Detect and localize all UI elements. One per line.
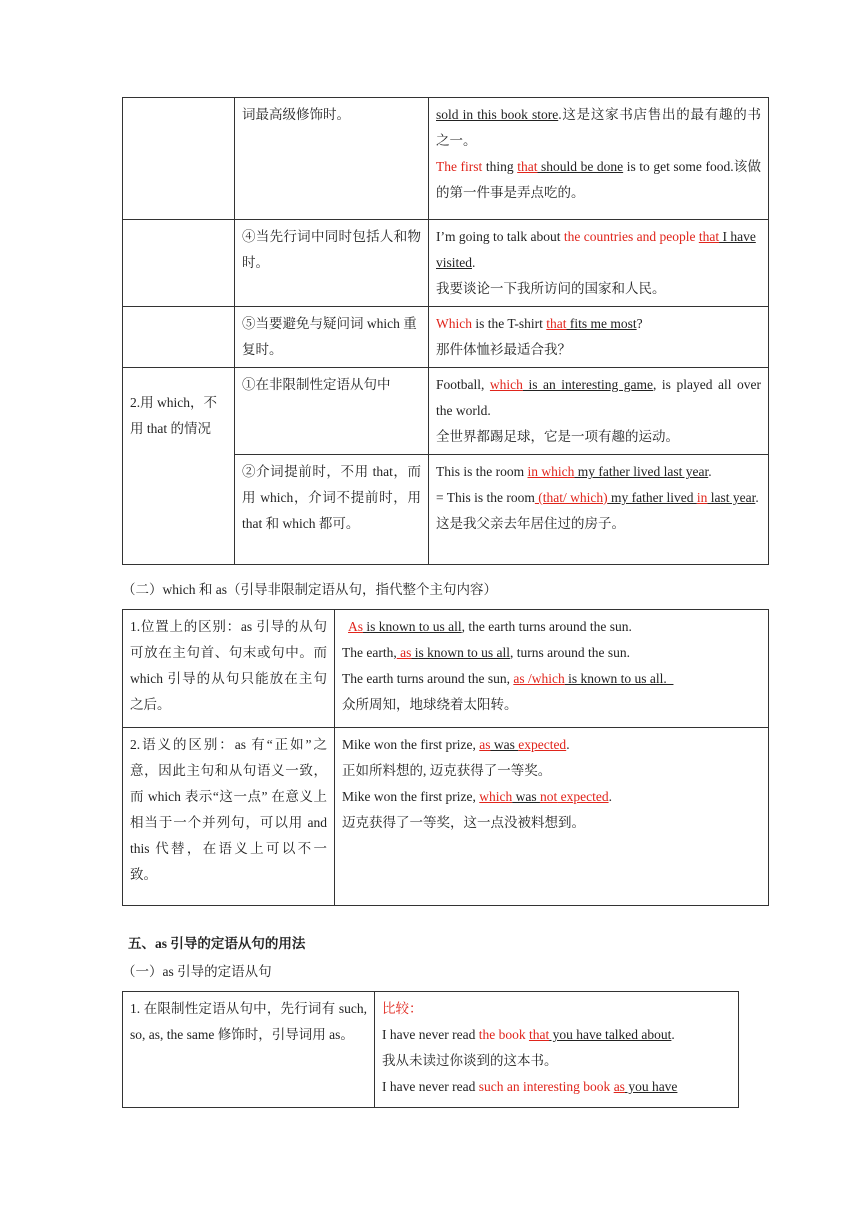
condition-cell: ②介词提前时，不用 that，而用 which，介词不提前时，用 that 和 which 都可。 <box>235 455 429 565</box>
condition-cell: ①在非限制性定语从句中 <box>235 368 429 455</box>
example-line: The earth, as is known to us all, turns around the sun. <box>342 645 630 660</box>
group1-label-cell <box>123 98 235 220</box>
section-heading-which-as: （二）which 和 as（引导非限制定语从句，指代整个主句内容） <box>122 582 497 597</box>
table-row <box>123 98 769 220</box>
table-row <box>123 307 769 368</box>
table-row <box>123 220 769 307</box>
example-cell <box>335 610 769 728</box>
example-translation: 这是我父亲去年居住过的房子。 <box>436 516 625 531</box>
table-that-which-usage <box>122 97 769 565</box>
example-line: I have never read the book that you have talked about. <box>382 1027 675 1042</box>
table-row <box>123 368 769 455</box>
example-line: This is the room in which my father lived last year. <box>436 464 712 479</box>
table-which-vs-as <box>122 609 769 906</box>
example-line: As is known to us all, the earth turns around the sun. <box>348 619 632 634</box>
condition-cell: ④当先行词中同时包括人和物时。 <box>235 220 429 307</box>
example-translation: 正如所料想的, 迈克获得了一等奖。 <box>342 763 552 778</box>
difference-cell: 2.语义的区别：as 有“正如”之意，因此主句和从句语义一致，而 which 表示“这一点” 在意义上相当于一个并列句，可以用 and this 代替，在语义上可以不一致。 <box>123 728 335 906</box>
table-row <box>123 992 739 1108</box>
example-cell <box>429 455 769 565</box>
example-cell <box>429 98 769 220</box>
group1-label-cell <box>123 307 235 368</box>
example-translation: 迈克获得了一等奖，这一点没被料想到。 <box>342 815 585 830</box>
example-translation: 那件体恤衫最适合我？ <box>436 342 571 357</box>
example-line: Mike won the first prize, which was not expected. <box>342 789 612 804</box>
example-translation: 众所周知，地球绕着太阳转。 <box>342 697 518 712</box>
example-line: Which is the T-shirt that fits me most? <box>436 316 643 331</box>
example-line: = This is the room (that/ which) my father lived in last year. <box>436 490 759 505</box>
example-line: I have never read such an interesting book as you have <box>382 1079 678 1094</box>
table-row <box>123 610 769 728</box>
example-translation: 我从未读过你谈到的这本书。 <box>382 1053 558 1068</box>
example-line: I’m going to talk about the countries and people that I have visited. <box>436 229 756 270</box>
example-cell <box>429 307 769 368</box>
group2-label-cell: 2.用 which，不用 that 的情况 <box>123 368 235 565</box>
example-translation: 我要谈论一下我所访问的国家和人民。 <box>436 281 666 296</box>
compare-label: 比较： <box>382 1001 423 1016</box>
example-cell <box>335 728 769 906</box>
example-translation: 全世界都踢足球，它是一项有趣的运动。 <box>436 429 679 444</box>
condition-cell: ⑤当要避免与疑问词 which 重复时。 <box>235 307 429 368</box>
example-line: Football, which is an interesting game, is played all over the world. <box>436 377 761 418</box>
section-heading-as-clauses: 五、as 引导的定语从句的用法 <box>128 936 306 951</box>
subsection-heading-as-clauses: （一）as 引导的定语从句 <box>122 964 272 979</box>
table-row <box>123 728 769 906</box>
example-cell <box>375 992 739 1108</box>
example-line: The first thing that should be done is to get some food.该做的第一件事是弄点吃的。 <box>436 159 761 200</box>
group1-label-cell <box>123 220 235 307</box>
table-as-clauses <box>122 991 739 1108</box>
example-line: The earth turns around the sun, as /which is known to us all. <box>342 671 674 686</box>
condition-cell: 词最高级修饰时。 <box>235 98 429 220</box>
example-line: Mike won the first prize, as was expected. <box>342 737 570 752</box>
difference-cell: 1.位置上的区别：as 引导的从句可放在主句首、句末或句中。而 which 引导的从句只能放在主句之后。 <box>123 610 335 728</box>
rule-cell: 1. 在限制性定语从句中，先行词有 such, so, as, the same 修饰时，引导词用 as。 <box>123 992 375 1108</box>
example-cell <box>429 368 769 455</box>
example-line: sold in this book store.这是这家书店售出的最有趣的书之一。 <box>436 107 761 148</box>
example-cell <box>429 220 769 307</box>
